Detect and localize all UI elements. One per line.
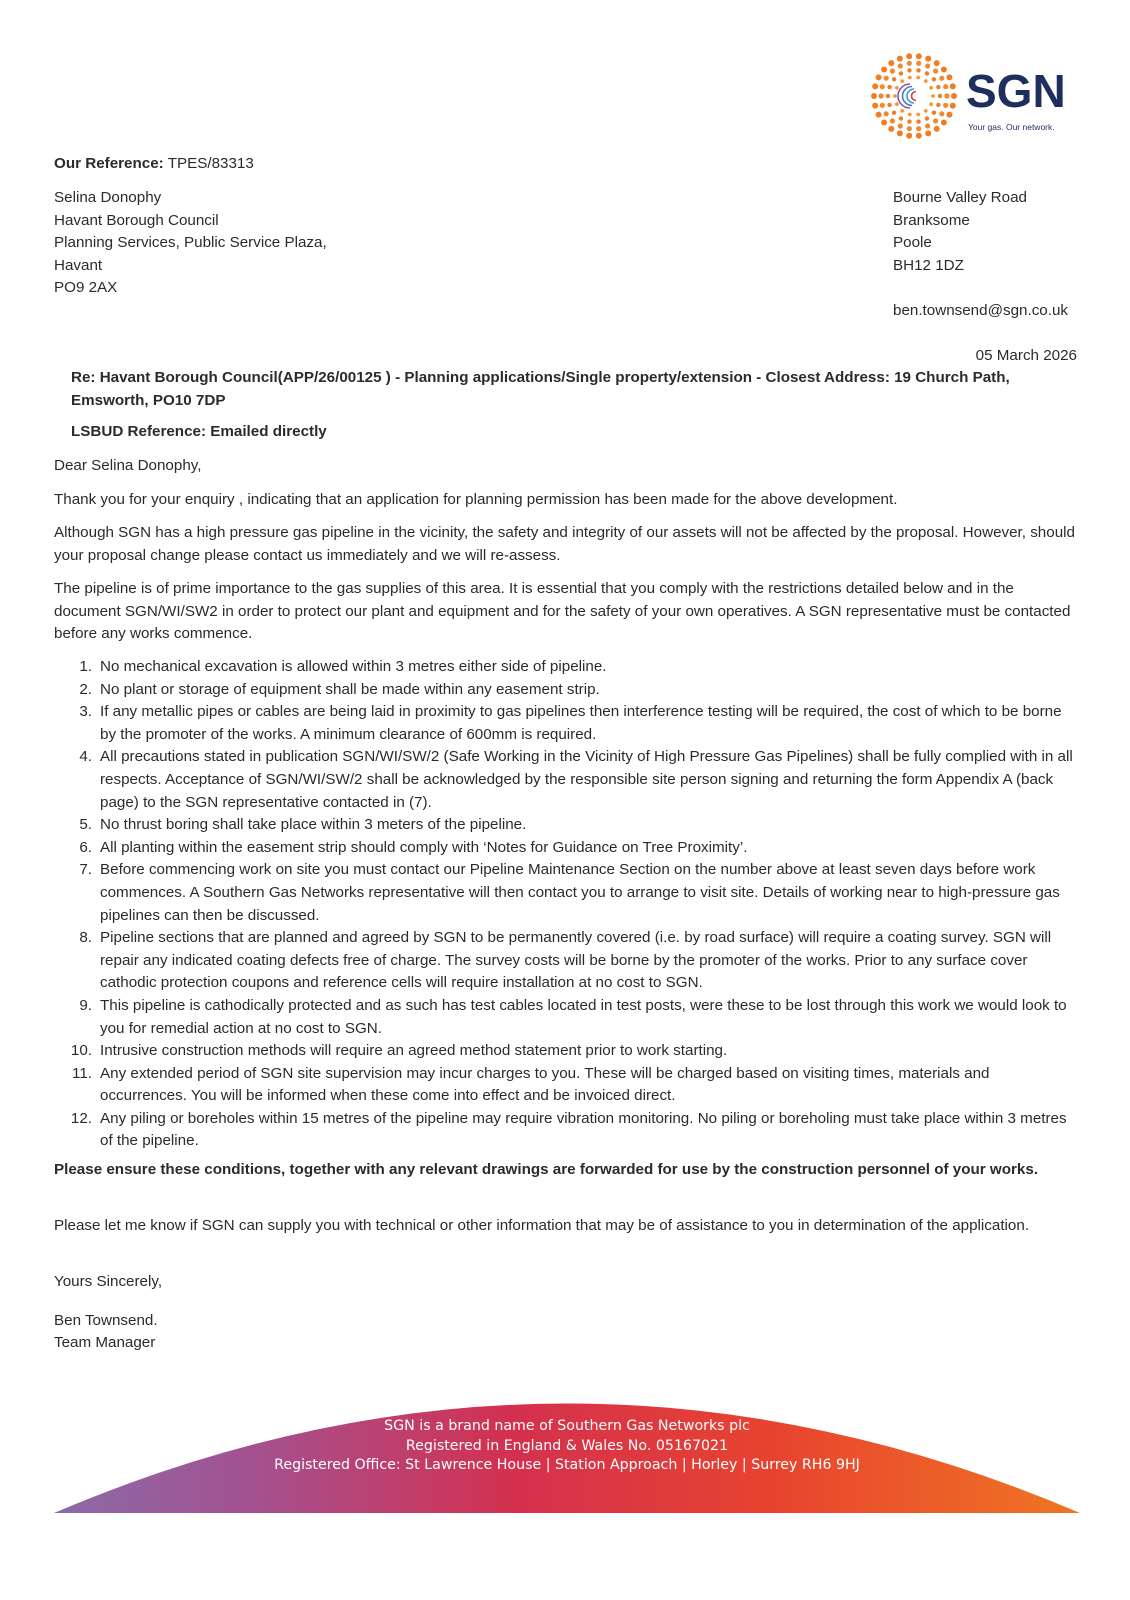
condition-text: This pipeline is cathodically protected and as such has test cables located in test posts, were these to be lost through this work we would look to you for remedial action at no cost to SGN.: [100, 996, 1067, 1037]
logo-dot: [907, 126, 912, 131]
conditions-list: [54, 656, 1080, 1153]
condition-item: [54, 837, 1080, 860]
lsbud-reference: LSBUD Reference: Emailed directly: [71, 423, 327, 440]
logo-dot: [906, 133, 912, 139]
logo-dot: [933, 118, 938, 123]
logo-dot: [916, 61, 921, 66]
condition-item: [54, 859, 1080, 927]
condition-text: All planting within the easement strip should comply with ‘Notes for Guidance on Tree Proximity’.: [100, 838, 748, 856]
signatory-title: Team Manager: [54, 1334, 156, 1351]
footer-line: SGN is a brand name of Southern Gas Networks plc: [384, 1418, 750, 1434]
condition-number: 10.: [70, 1042, 92, 1060]
recipient-line: Planning Services, Public Service Plaza,: [54, 234, 327, 252]
logo-dot: [890, 118, 895, 123]
logo-dot: [898, 63, 903, 68]
logo-dot: [881, 67, 887, 73]
signatory-name: Ben Townsend.: [54, 1312, 158, 1329]
sender-email[interactable]: ben.townsend@sgn.co.uk: [893, 302, 1068, 319]
condition-number: 7.: [79, 861, 92, 879]
logo-dot: [898, 123, 903, 128]
condition-item: [54, 927, 1080, 995]
condition-item: [54, 1108, 1080, 1153]
condition-number: 6.: [79, 838, 92, 856]
logo-dot: [890, 69, 895, 74]
subject-line: Re: Havant Borough Council(APP/26/00125 ) - Planning applications/Single property/extension - Closest Address: 19 Church Path, Emsworth, PO10 7DP: [71, 369, 1010, 409]
condition-number: 4.: [79, 748, 92, 766]
logo-dot: [939, 111, 944, 116]
logo-dot: [907, 68, 911, 72]
logo-dot: [916, 119, 920, 123]
logo-dot: [908, 76, 912, 80]
condition-item: [54, 1040, 1080, 1063]
condition-text: Before commencing work on site you must contact our Pipeline Maintenance Section on the number above at least seven days before work commences. A Southern Gas Networks representative will then contact you to arrange to visit site. Details of working near to high-pressure gas pipelines can then be discussed.: [100, 861, 1060, 924]
logo-dot: [880, 84, 885, 89]
recipient-line: Havant: [54, 256, 103, 274]
logo-dot: [872, 103, 878, 109]
logo-dot: [916, 53, 922, 59]
footer-text: [54, 1417, 1080, 1476]
logo-dot: [876, 74, 882, 80]
condition-text: No plant or storage of equipment shall be made within any easement strip.: [100, 680, 600, 698]
logo-dot: [888, 60, 894, 66]
logo-dot: [946, 74, 952, 80]
recipient-address: [54, 187, 327, 300]
sgn-logo: [870, 50, 1080, 142]
logo-dot: [887, 103, 891, 107]
logo-dot: [900, 109, 904, 113]
condition-item: [54, 656, 1080, 679]
logo-dot: [897, 130, 903, 136]
logo-dot: [925, 123, 930, 128]
logo-dot: [899, 71, 903, 75]
logo-dot: [907, 119, 911, 123]
condition-number: 9.: [79, 996, 92, 1014]
logo-dot: [925, 130, 931, 136]
sign-off: Yours Sincerely,: [54, 1273, 163, 1290]
logo-dot: [916, 113, 920, 117]
salutation: Dear Selina Donophy,: [54, 457, 202, 474]
reference-value: TPES/83313: [167, 155, 254, 172]
sgn-logo-graphic: [870, 50, 1080, 142]
logo-dot: [943, 84, 948, 89]
condition-item: [54, 995, 1080, 1040]
condition-item: [54, 746, 1080, 814]
closing-bold-note: Please ensure these conditions, together with any relevant drawings are forwarded for use by the construction personnel of your works.: [54, 1161, 1039, 1178]
logo-dot: [916, 133, 922, 139]
logo-tagline: Your gas. Our network.: [968, 122, 1055, 132]
logo-dot: [936, 103, 940, 107]
logo-dot: [939, 76, 944, 81]
logo-arc: [907, 89, 914, 103]
logo-dot: [876, 112, 882, 118]
logo-dot: [884, 111, 889, 116]
logo-dot: [907, 61, 912, 66]
logo-dot: [924, 79, 928, 83]
logo-dot: [929, 86, 933, 90]
footer-line: Registered in England & Wales No. 05167021: [405, 1437, 729, 1454]
logo-dot: [893, 94, 897, 98]
condition-number: 11.: [72, 1064, 92, 1082]
logo-dot: [932, 111, 936, 115]
logo-dot: [871, 93, 877, 99]
logo-dot: [895, 102, 899, 106]
logo-dot: [933, 69, 938, 74]
closing-offer: Please let me know if SGN can supply you with technical or other information that may be of assistance to you in determination of the application.: [54, 1217, 1030, 1234]
logo-dot: [880, 103, 885, 108]
logo-dot: [934, 60, 940, 66]
logo-dot: [872, 83, 878, 89]
recipient-line: Selina Donophy: [54, 189, 162, 206]
logo-dot: [925, 71, 929, 75]
recipient-line: Havant Borough Council: [54, 211, 219, 229]
condition-number: 3.: [79, 703, 92, 721]
logo-dot: [924, 109, 928, 113]
condition-text: All precautions stated in publication SGN/WI/SW/2 (Safe Working in the Vicinity of High Pressure Gas Pipelines) shall be fully complied with in all respects. Acceptance of SGN/WI/SW/2 shall be acknowledged by the responsible site person signing and returning the form Appendix A (back page) to the SGN representative contacted in (7).: [100, 748, 1073, 811]
logo-dot: [886, 94, 890, 98]
logo-dot: [946, 112, 952, 118]
logo-dot: [929, 102, 933, 106]
logo-dot: [888, 126, 894, 132]
logo-dot: [950, 83, 956, 89]
logo-dot: [936, 85, 940, 89]
logo-dot: [897, 56, 903, 62]
condition-text: If any metallic pipes or cables are being laid in proximity to gas pipelines then interference testing will be required, the cost of which to be borne by the promoter of the works. A minimum clearance of 600mm is required.: [100, 703, 1062, 743]
condition-item: [54, 814, 1080, 837]
logo-dot: [943, 103, 948, 108]
sender-line: Poole: [893, 234, 932, 252]
logo-dot: [925, 56, 931, 62]
logo-dot: [932, 77, 936, 81]
logo-dot: [941, 67, 947, 73]
paragraph-importance: The pipeline is of prime importance to the gas supplies of this area. It is essential that you comply with the restrictions detailed below and in the document SGN/WI/SW2 in order to protect our plant and equipment and for the safety of your own operatives. A SGN representative must be contacted before any works commence.: [54, 580, 1071, 643]
logo-dot: [951, 93, 957, 99]
our-reference: [54, 153, 254, 176]
sender-line: Bourne Valley Road: [893, 189, 1027, 206]
recipient-line: PO9 2AX: [54, 279, 118, 297]
logo-dot: [916, 68, 920, 72]
condition-number: 12.: [70, 1109, 92, 1127]
logo-dot: [906, 53, 912, 59]
sender-address: [893, 187, 1027, 277]
letter-date: 05 March 2026: [975, 347, 1077, 364]
logo-dot: [938, 94, 942, 98]
paragraph-enquiry: Thank you for your enquiry , indicating that an application for planning permission has been made for the above development.: [54, 491, 898, 508]
condition-text: No mechanical excavation is allowed within 3 metres either side of pipeline.: [100, 658, 607, 675]
condition-text: Any piling or boreholes within 15 metres of the pipeline may require vibration monitoring. No piling or boreholing must take place within 3 metres of the pipeline.: [100, 1109, 1067, 1150]
sender-line: Branksome: [893, 211, 970, 229]
condition-number: 8.: [79, 929, 92, 947]
logo-dot: [941, 120, 947, 126]
logo-dot: [916, 126, 921, 131]
condition-text: Intrusive construction methods will require an agreed method statement prior to work starting.: [100, 1042, 728, 1060]
logo-dot: [899, 116, 903, 120]
paragraph-assets: Although SGN has a high pressure gas pipeline in the vicinity, the safety and integrity of our assets will not be affected by the proposal. However, should your proposal change please contact us immediately and we will re-assess.: [54, 524, 1075, 564]
condition-number: 5.: [79, 816, 92, 834]
logo-dot: [950, 103, 956, 109]
footer-line: Registered Office: St Lawrence House | Station Approach | Horley | Surrey RH6 9HJ: [274, 1457, 860, 1473]
reference-label: Our Reference:: [54, 155, 164, 172]
condition-number: 2.: [79, 680, 92, 698]
logo-dot: [944, 93, 949, 98]
logo-dot: [878, 93, 883, 98]
logo-dot: [892, 77, 896, 81]
condition-item: [54, 701, 1080, 746]
logo-dot: [887, 85, 891, 89]
logo-dot: [916, 76, 920, 80]
sender-line: BH12 1DZ: [893, 256, 964, 274]
logo-dot: [925, 116, 929, 120]
condition-text: No thrust boring shall take place within 3 meters of the pipeline.: [100, 816, 527, 834]
condition-text: Pipeline sections that are planned and agreed by SGN to be permanently covered (i.e. by road surface) will require a coating survey. SGN will repair any indicated coating defects free of charge. The survey costs will be borne by the promoter of the works. Prior to any surface cover cathodic protection coupons and reference cells will require installation at no cost to SGN.: [100, 929, 1052, 992]
logo-dot: [892, 111, 896, 115]
logo-dot: [925, 63, 930, 68]
condition-number: 1.: [79, 658, 92, 675]
logo-wordmark: SGN: [966, 65, 1066, 117]
logo-dot: [908, 113, 912, 117]
logo-dot: [881, 120, 887, 126]
condition-item: [54, 1063, 1080, 1108]
logo-dot: [895, 86, 899, 90]
condition-item: [54, 679, 1080, 702]
logo-arc: [912, 92, 917, 101]
logo-dot: [884, 76, 889, 81]
logo-dot: [900, 79, 904, 83]
condition-text: Any extended period of SGN site supervision may incur charges to you. These will be charged based on visiting times, materials and occurrences. You will be informed when these come into effect and be invoiced direct.: [100, 1064, 990, 1105]
logo-dot: [931, 94, 935, 98]
logo-dot: [934, 126, 940, 132]
